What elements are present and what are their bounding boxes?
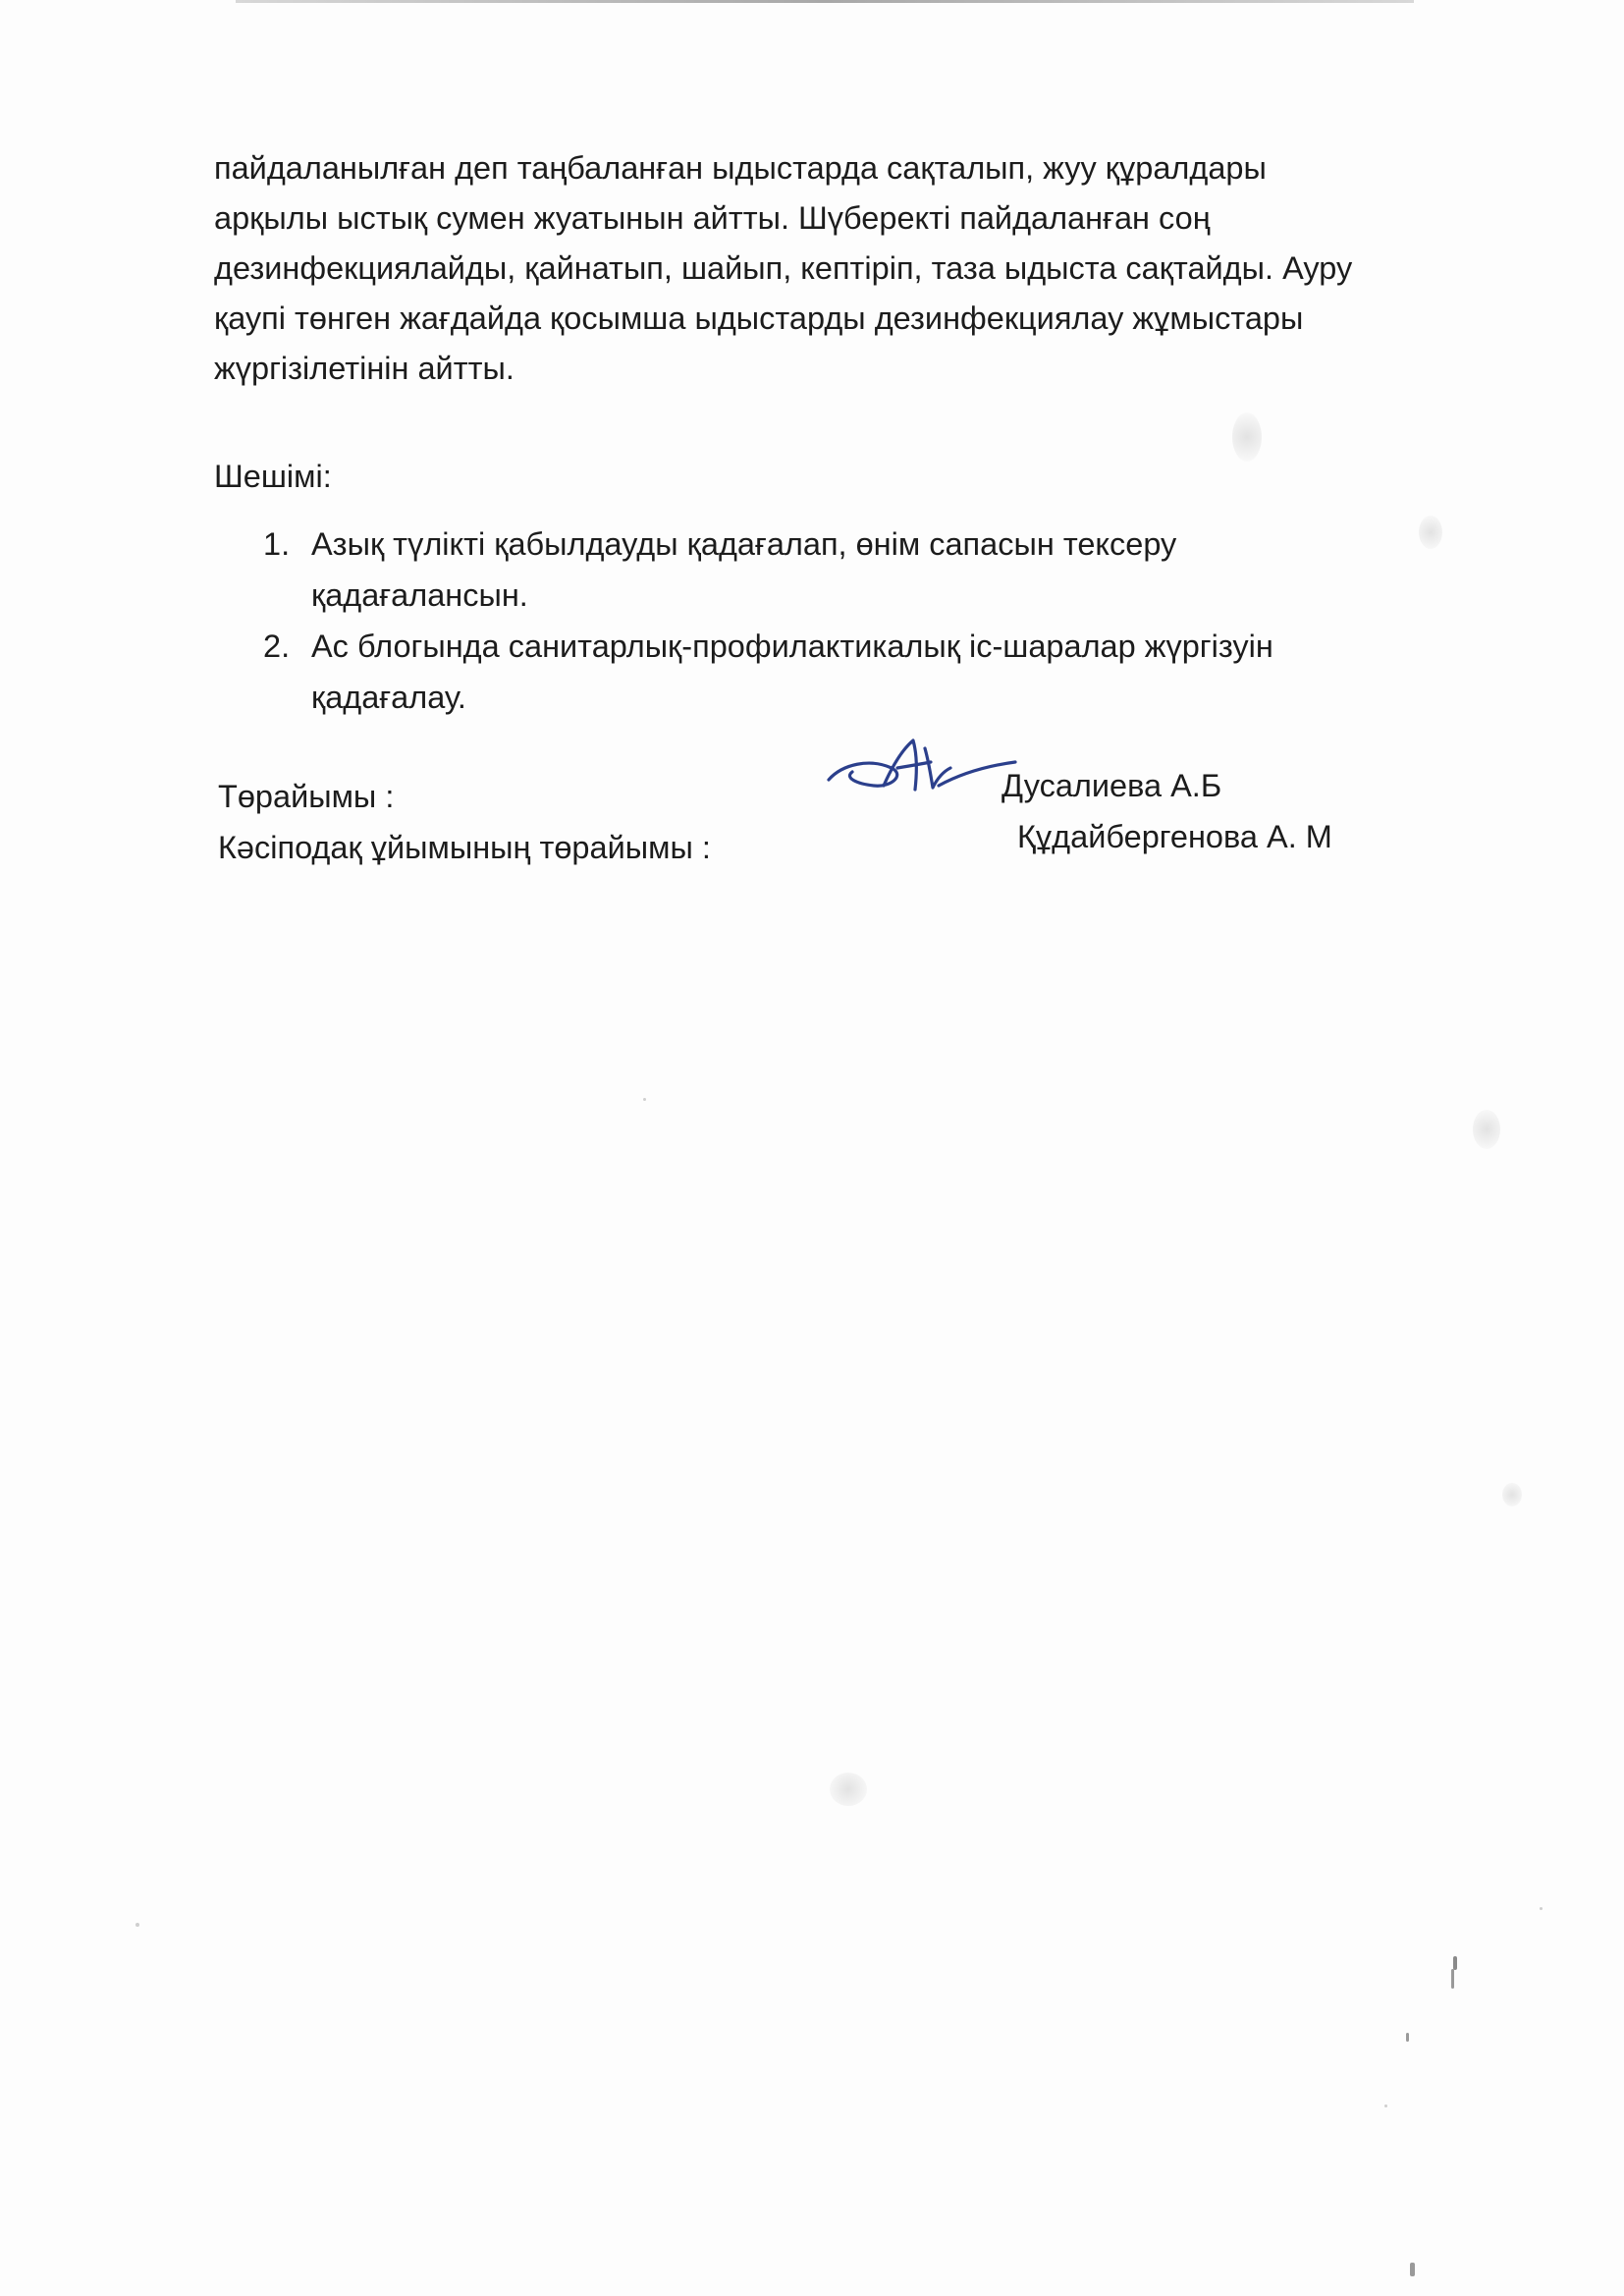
paragraph-line: дезинфекциялайды, қайнатып, шайып, кептіріп, таза ыдыста сақтайды. Ауру xyxy=(214,250,1353,286)
decision-number: 2. xyxy=(263,629,291,664)
decision-item xyxy=(263,519,1422,621)
scan-speck xyxy=(135,1923,139,1927)
body-paragraph xyxy=(214,143,1432,394)
scan-spot xyxy=(1502,1483,1522,1506)
paragraph-line: пайдаланылған деп таңбаланған ыдыстарда сақталып, жуу құралдары xyxy=(214,150,1267,186)
scan-speck xyxy=(643,1098,646,1101)
scan-speck xyxy=(1453,1956,1457,1970)
paragraph-line: қаупі төнген жағдайда қосымша ыдыстарды дезинфекциялау жұмыстары xyxy=(214,301,1304,336)
scan-speck xyxy=(1384,2105,1387,2107)
decision-text-line: қадағалау. xyxy=(311,680,466,715)
decision-text-line: Ас блогында санитарлық-профилактикалық іс-шаралар жүргізуін xyxy=(311,629,1273,664)
scan-spot xyxy=(1419,516,1442,549)
scan-speck xyxy=(1406,2033,1409,2042)
scan-spot xyxy=(1232,412,1262,462)
union-chair-label: Кәсіподақ ұйымының төрайымы : xyxy=(218,830,711,865)
chair-name: Дусалиева А.Б xyxy=(1001,768,1222,803)
scan-speck xyxy=(1410,2263,1415,2276)
decision-item xyxy=(263,621,1422,723)
paragraph-line: арқылы ыстық сумен жуатынын айтты. Шүберекті пайдаланған соң xyxy=(214,200,1211,236)
decision-number: 1. xyxy=(263,526,291,562)
scan-edge xyxy=(236,0,1414,3)
scan-speck xyxy=(1451,1969,1454,1989)
paragraph-line: жүргізілетінін айтты. xyxy=(214,351,514,386)
scan-spot xyxy=(830,1773,867,1806)
decision-text-line: Азық түлікті қабылдауды қадағалап, өнім сапасын тексеру xyxy=(311,526,1177,562)
chair-label: Төрайымы : xyxy=(218,779,395,814)
scan-spot xyxy=(1473,1110,1500,1149)
union-chair-name: Құдайбергенова А. М xyxy=(1017,819,1332,854)
decision-list xyxy=(263,519,1422,723)
decision-heading: Шешімі: xyxy=(214,459,332,494)
decision-text-line: қадағалансын. xyxy=(311,577,528,613)
scan-speck xyxy=(1540,1907,1543,1910)
handwritten-signature xyxy=(823,729,1019,817)
